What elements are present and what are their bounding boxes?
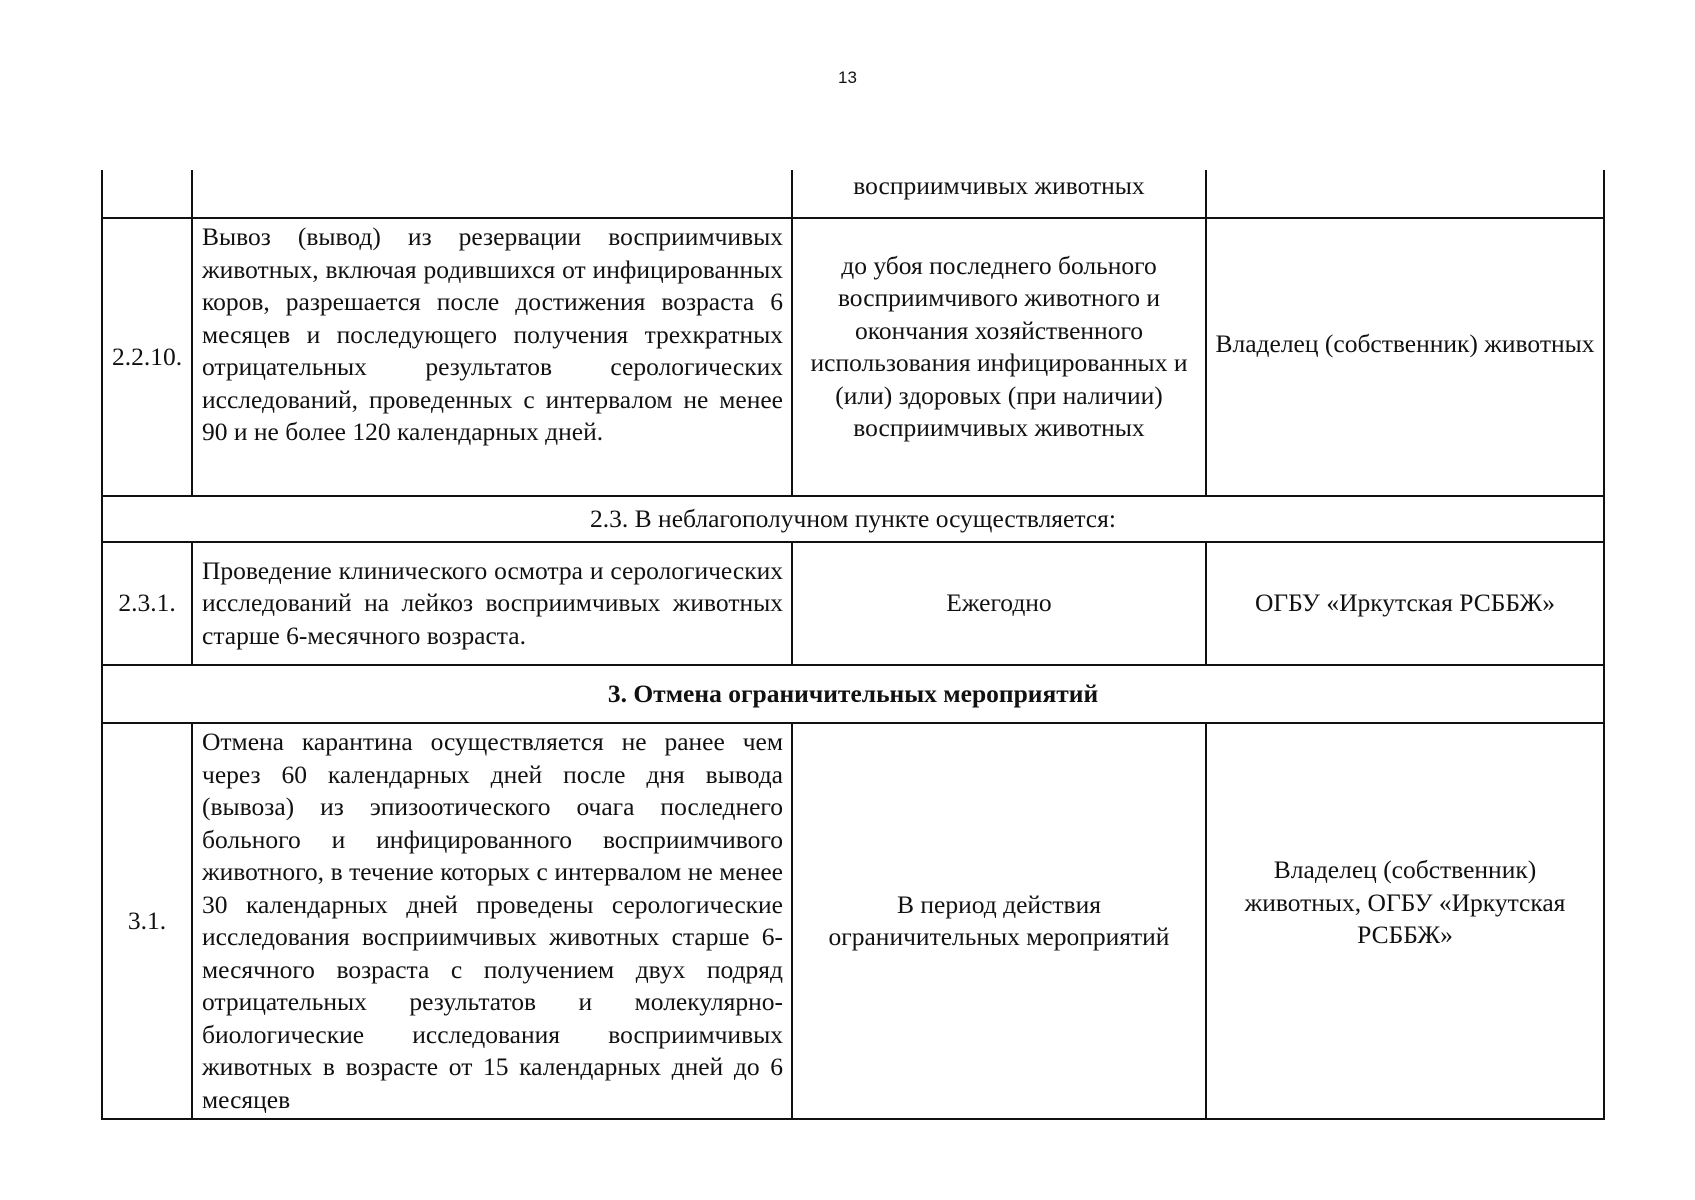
row-number: 2.3.1. <box>102 542 192 665</box>
row-description <box>192 542 792 665</box>
row-responsible: ОГБУ «Иркутская РСББЖ» <box>1206 542 1604 665</box>
row-term: восприимчивых животных <box>792 170 1206 218</box>
row-description <box>192 218 792 496</box>
row-term: Ежегодно <box>792 542 1206 665</box>
table-row <box>102 723 1604 1119</box>
table-row <box>102 218 1604 496</box>
row-description-text: Вывоз (вывод) из резервации восприимчивых животных, включая родившихся от инфицированных коров, разрешается после достижения возраста 6 месяцев и последующего получения трехкратных отрицательных результатов серологических исследований, проведенных с интервалом не менее 90 и не более 120 календарных дней. <box>202 222 783 446</box>
measures-table <box>101 170 1605 1120</box>
row-term: до убоя последнего больного восприимчивого животного и окончания хозяйственного использования инфицированных и (или) здоровых (при наличии) восприимчивых животных <box>792 218 1206 496</box>
row-responsible <box>1206 170 1604 218</box>
section-title: 3. Отмена ограничительных мероприятий <box>102 665 1604 723</box>
row-description-text: Отмена карантина осуществляется не ранее чем через 60 календарных дней после дня вывода (вывоза) из эпизоотического очага последнего больного и инфицированного восприимчивого животного, в течение которых с интервалом не менее 30 календарных дней проведены серологические исследования восприимчивых животных старше 6-месячного возраста с получением двух подряд отрицательных результатов и молекулярно-биологические исследования восприимчивых животных в возрасте от 15 календарных дней до 6 месяцев <box>202 727 783 1114</box>
row-responsible: Владелец (собственник) животных <box>1206 218 1604 496</box>
section-row <box>102 496 1604 542</box>
section-title: 2.3. В неблагополучном пункте осуществляется: <box>102 496 1604 542</box>
table-row <box>102 542 1604 665</box>
row-description <box>192 723 792 1119</box>
row-description-text: Проведение клинического осмотра и серологических исследований на лейкоз восприимчивых животных старше 6-месячного возраста. <box>202 555 783 650</box>
row-number <box>102 170 192 218</box>
row-term: В период действия ограничительных мероприятий <box>792 723 1206 1119</box>
row-responsible: Владелец (собственник) животных, ОГБУ «Иркутская РСББЖ» <box>1206 723 1604 1119</box>
row-number: 3.1. <box>102 723 192 1119</box>
page-number: 13 <box>838 68 857 87</box>
row-description <box>192 170 792 218</box>
table-row <box>102 170 1604 218</box>
row-number: 2.2.10. <box>102 218 192 496</box>
section-row <box>102 665 1604 723</box>
